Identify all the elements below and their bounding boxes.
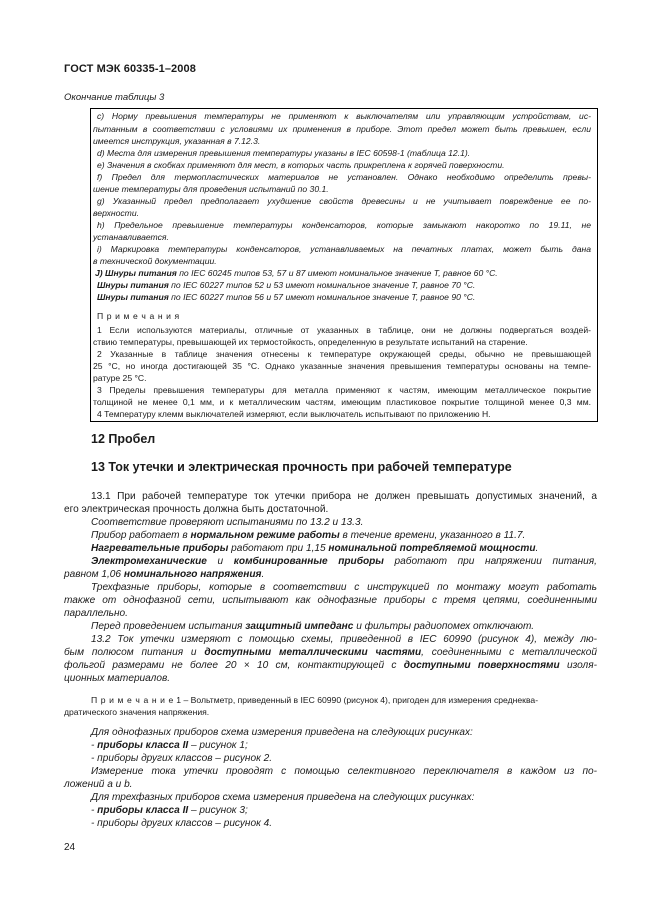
class-2-fig1: - приборы класса II – рисунок 1; — [91, 740, 248, 751]
notes-line: верхности. — [93, 208, 139, 218]
notes-line: пытанным в соответствии с условиями их применения в приборе. Этот предел может быть превышен, если — [93, 124, 591, 134]
voltmeter-note-cont: дратического значения напряжения. — [64, 707, 210, 717]
notes-line: шение температуры для проведения испытаний по 30.1. — [93, 184, 329, 194]
para-13-2: 13.2 Ток утечки измеряют с помощью схемы, приведенной в IEC 60990 (рисунок 4), между лю- — [91, 634, 597, 645]
note-item: ратуре 25 °С. — [93, 373, 147, 383]
other-classes-fig4: - приборы других классов – рисунок 4. — [91, 818, 273, 829]
three-phase-line: параллельно. — [64, 608, 128, 619]
notes-heading: П р и м е ч а н и я — [97, 311, 180, 321]
section-12-title: 12 Пробел — [91, 432, 156, 446]
para-13-1-cont: его электрическая прочность должна быть достаточной. — [64, 504, 329, 515]
note-item: 1 Если используются материалы, отличные от указанных в таблице, они не должны подвергаться воздей- — [97, 325, 591, 335]
cord-note-1: J) Шнуры питания по IEC 60245 типов 53, 57 и 87 имеют номинальное значение T, равное 60 °С. — [95, 268, 498, 278]
notes-line: i) Маркировка температуры конденсаторов, устанавливаемых на печатных платах, может быть дана — [97, 244, 591, 254]
other-classes-fig2: - приборы других классов – рисунок 2. — [91, 753, 273, 764]
table-end-caption: Окончание таблицы 3 — [64, 92, 165, 103]
note-item: 3 Пределы превышения температуры для металла применяют к частям, имеющим металлическое покрытие — [97, 385, 591, 395]
motor-line: Электромеханические и комбинированные приборы работают при напряжении питания, — [91, 556, 597, 567]
measurement-line: Измерение тока утечки проводят с помощью селективного переключателя в каждом из по- — [91, 766, 597, 777]
notes-line: f) Предел для термопластических материалов не установлен. Однако необходимо определить превы- — [97, 172, 591, 182]
class-2-fig3: - приборы класса II – рисунок 3; — [91, 805, 248, 816]
para-13-2: фольгой размерами не более 20 × 10 см, контактирующей с доступными поверхностями изоля- — [64, 660, 597, 671]
standard-header: ГОСТ МЭК 60335-1–2008 — [64, 63, 196, 75]
single-phase-intro: Для однофазных приборов схема измерения приведена на следующих рисунках: — [91, 727, 473, 738]
section-13-title: 13 Ток утечки и электрическая прочность при рабочей температуре — [91, 460, 512, 474]
heating-line: Нагревательные приборы работают при 1,15 номинальной потребляемой мощности. — [91, 543, 539, 554]
before-test-line: Перед проведением испытания защитный импеданс и фильтры радиопомех отключают. — [91, 621, 535, 632]
motor-line-cont: равном 1,06 номинального напряжения. — [64, 569, 265, 580]
voltmeter-note: П р и м е ч а н и е 1 – Вольтметр, приведенный в IEC 60990 (рисунок 4), пригоден для измерения среднеква- — [91, 695, 539, 705]
operation-line: Прибор работает в нормальном режиме работы в течение времени, указанного в 11.7. — [91, 530, 526, 541]
page-number: 24 — [64, 842, 76, 853]
note-item: 4 Температуру клемм выключателей измеряют, если выключатель испытывают по приложению H. — [97, 409, 491, 419]
note-item: 2 Указанные в таблице значения отнесены к температуре окружающей среды, обычно не превышающей — [97, 349, 591, 359]
para-13-2: бым полюсом питания и доступными металлическими частями, соединенными с металлической — [64, 647, 598, 658]
compliance-check: Соответствие проверяют испытаниями по 13.2 и 13.3. — [91, 517, 364, 528]
notes-line: устанавливается. — [93, 232, 169, 242]
note-item: 25 °С, но иногда достигающей 35 °С. Однако указанные значения превышения температуры основаны на темпе- — [93, 361, 591, 371]
notes-line: c) Норму превышения температуры не применяют к выключателям или управляющим устройствам, ис- — [97, 111, 591, 121]
note-item: толщиной не менее 0,1 мм, и к металлическим частям, имеющим пластиковое покрытие толщиной менее 0,3 мм. — [93, 397, 591, 407]
three-phase-intro: Для трехфазных приборов схема измерения приведена на следующих рисунках: — [91, 792, 475, 803]
notes-line: d) Места для измерения превышения температуры указаны в IEC 60598-1 (таблица 12.1). — [97, 148, 471, 158]
cord-note-2: Шнуры питания по IEC 60227 типов 52 и 53 имеют номинальное значение T, равное 70 °С. — [97, 280, 476, 290]
notes-line: e) Значения в скобках применяют для мест, в которых часть прикреплена к горячей поверхности. — [97, 160, 505, 170]
notes-line: g) Указанный предел предполагает ухудшение свойств древесины и не учитывает повреждение ее по- — [97, 196, 591, 206]
notes-line: в технической документации. — [93, 256, 217, 266]
table-notes-box — [90, 108, 598, 422]
note-item: ствию температуры, превышающей их термостойкость, определенную в результате испытаний на старение. — [93, 337, 528, 347]
para-13-2: ционных материалов. — [64, 673, 171, 684]
measurement-line-cont: ложений a и b. — [64, 779, 133, 790]
three-phase-line: Трехфазные приборы, которые в соответствии с инструкцией по монтажу могут работать — [91, 582, 597, 593]
cord-note-3: Шнуры питания по IEC 60227 типов 56 и 57 имеют номинальное значение T, равное 90 °С. — [97, 292, 476, 302]
notes-line: h) Предельное превышение температуры конденсаторов, которые замыкают накоротко по 19.11, не — [97, 220, 591, 230]
para-13-1: 13.1 При рабочей температуре ток утечки прибора не должен превышать допустимых значений, а — [91, 491, 597, 502]
notes-line: имеется инструкция, указанная в 7.12.3. — [93, 136, 261, 146]
three-phase-line: также от однофазной сети, испытывают как однофазные приборы с тремя цепями, соединенными — [64, 595, 597, 606]
